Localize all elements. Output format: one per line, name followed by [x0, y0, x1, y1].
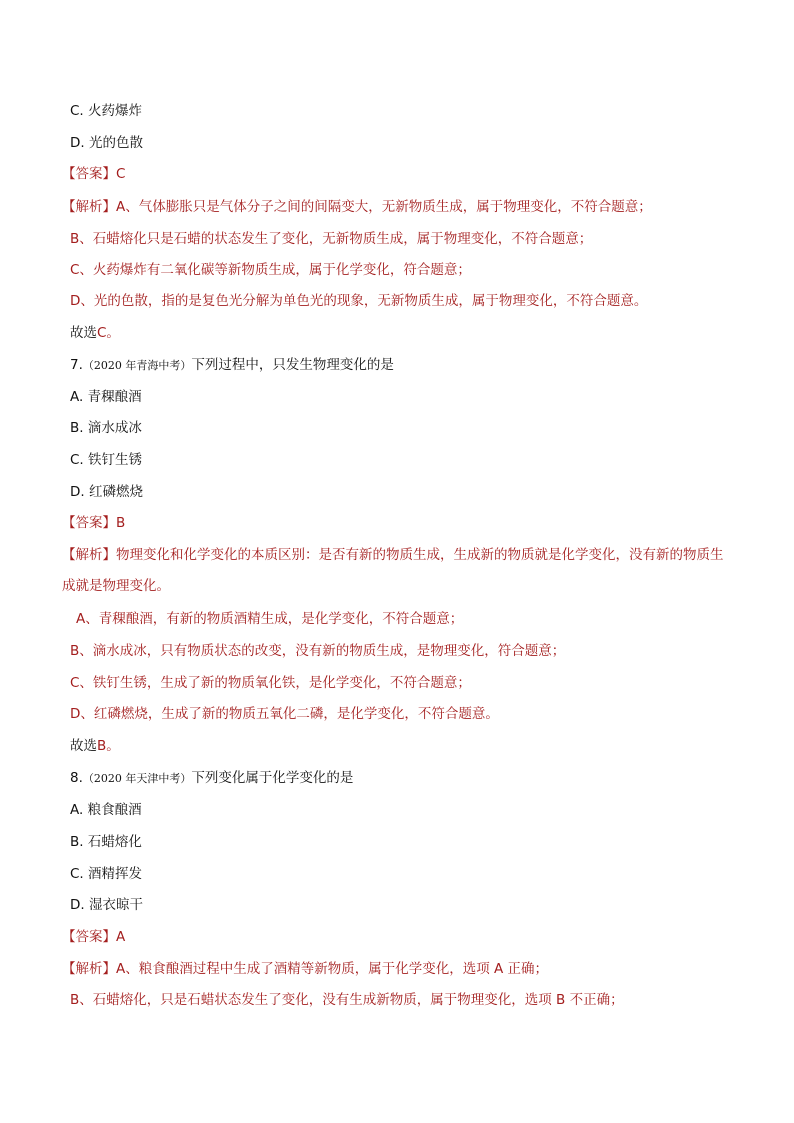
question-number: 7. [70, 357, 83, 373]
q7-answer [62, 513, 722, 533]
analysis-label: 【解析】 [62, 547, 116, 563]
q7-analysis-d: D、红磷燃烧，生成了新的物质五氧化二磷，是化学变化，不符合题意。 [70, 706, 499, 722]
question-source: （2020 年青海中考） [82, 359, 192, 372]
conclusion-prefix: 故选 [70, 325, 97, 341]
q6-analysis-c: C、火药爆炸有二氧化碳等新物质生成，属于化学变化，符合题意； [70, 262, 471, 278]
analysis-text: 物理变化和化学变化的本质区别：是否有新的物质生成，生成新的物质就是化学变化，没有新的物质生成就是物理变化。 [62, 547, 724, 594]
q7-option-d: D. 红磷燃烧 [70, 484, 143, 500]
q6-conclusion [70, 323, 730, 343]
q6-analysis-b: B、石蜡熔化只是石蜡的状态发生了变化，无新物质生成，属于物理变化，不符合题意； [70, 231, 593, 247]
q8-option-d: D. 湿衣晾干 [70, 897, 143, 913]
conclusion-prefix: 故选 [70, 738, 97, 754]
question-stem: 下列变化属于化学变化的是 [191, 770, 354, 786]
q8-option-b: B. 石蜡熔化 [70, 834, 142, 850]
answer-value: B [116, 515, 126, 531]
answer-label: 【答案】 [62, 515, 116, 531]
conclusion-value: B。 [97, 738, 120, 754]
q6-option-d: D. 光的色散 [70, 135, 143, 151]
q6-analysis-a [62, 197, 722, 217]
q6-option-c: C. 火药爆炸 [70, 103, 143, 119]
q7-option-b: B. 滴水成冰 [70, 420, 142, 436]
conclusion-value: C。 [97, 325, 120, 341]
analysis-label: 【解析】 [62, 199, 116, 215]
analysis-text: A、气体膨胀只是气体分子之间的间隔变大，无新物质生成，属于物理变化，不符合题意； [116, 199, 652, 215]
q7-analysis-a: A、青稞酿酒，有新的物质酒精生成，是化学变化，不符合题意； [76, 611, 464, 627]
q8-option-a: A. 粮食酿酒 [70, 802, 142, 818]
q8-analysis-a [62, 959, 722, 979]
q7-analysis-intro [62, 540, 730, 602]
q7-analysis-b: B、滴水成冰，只有物质状态的改变，没有新的物质生成，是物理变化，符合题意； [70, 643, 566, 659]
analysis-text: A、粮食酿酒过程中生成了酒精等新物质，属于化学变化，选项 A 正确； [116, 961, 549, 977]
answer-value: C [116, 166, 126, 182]
question-stem: 下列过程中，只发生物理变化的是 [191, 357, 394, 373]
q7-analysis-c: C、铁钉生锈，生成了新的物质氧化铁，是化学变化，不符合题意； [70, 675, 471, 691]
analysis-label: 【解析】 [62, 961, 116, 977]
q7-conclusion [70, 736, 730, 756]
q8-option-c: C. 酒精挥发 [70, 866, 143, 882]
answer-value: A [116, 929, 126, 945]
q6-answer [62, 164, 722, 184]
q7-option-a: A. 青稞酿酒 [70, 389, 142, 405]
q8-answer [62, 927, 722, 947]
q8-stem [70, 768, 730, 789]
q8-analysis-b: B、石蜡熔化，只是石蜡状态发生了变化，没有生成新物质，属于物理变化，选项 B 不正确； [70, 992, 624, 1008]
q6-analysis-d: D、光的色散，指的是复色光分解为单色光的现象，无新物质生成，属于物理变化，不符合题意。 [70, 293, 648, 309]
q7-option-c: C. 铁钉生锈 [70, 452, 143, 468]
question-source: （2020 年天津中考） [82, 772, 192, 785]
answer-label: 【答案】 [62, 929, 116, 945]
question-number: 8. [70, 770, 83, 786]
q7-stem [70, 355, 730, 376]
answer-label: 【答案】 [62, 166, 116, 182]
